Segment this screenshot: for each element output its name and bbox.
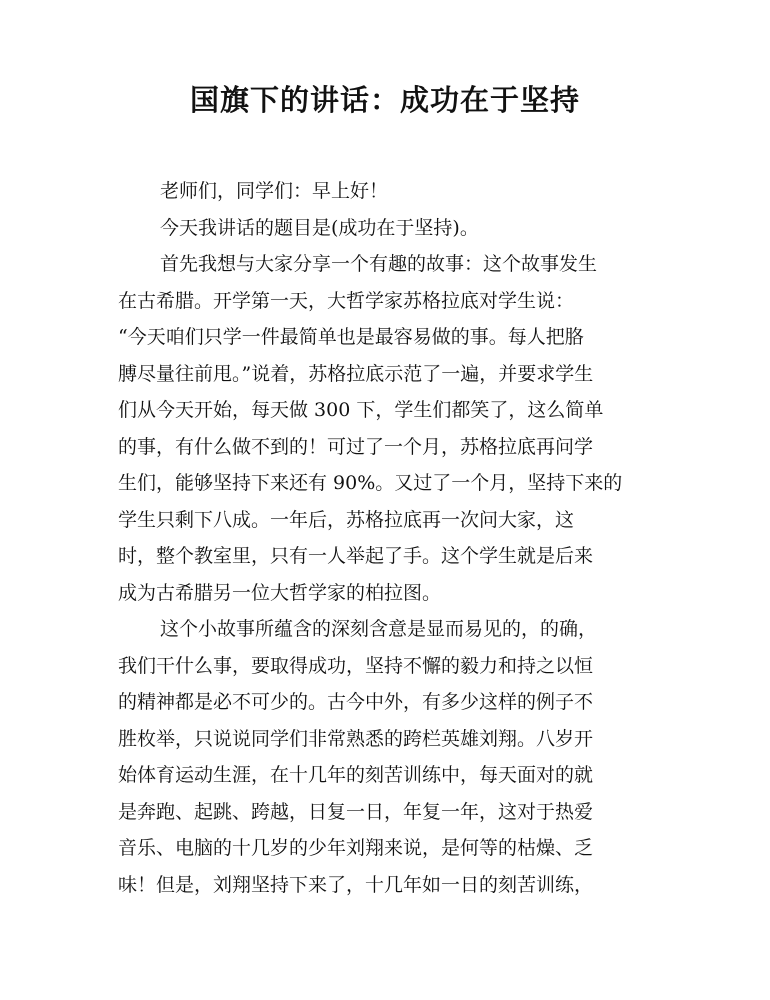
text-line: 音乐、电脑的十几岁的少年刘翔来说，是何等的枯燥、乏 bbox=[118, 837, 594, 859]
text-line: 老师们，同学们：早上好！ bbox=[160, 180, 389, 202]
text-line: “今天咱们只学一件最简单也是最容易做的事。每人把胳 bbox=[118, 326, 584, 348]
text-line: 在古希腊。开学第一天，大哲学家苏格拉底对学生说： bbox=[118, 289, 575, 312]
text-line: 这个小故事所蕴含的深刻含意是显而易见的，的确， bbox=[160, 618, 598, 640]
text-line: 味！但是，刘翔坚持下来了，十几年如一日的刻苦训练， bbox=[118, 873, 594, 896]
text-line: 首先我想与大家分享一个有趣的故事：这个故事发生 bbox=[160, 253, 598, 275]
document-body bbox=[118, 173, 658, 903]
text-line: 是奔跑、起跳、跨越，日复一日，年复一年，这对于热爱 bbox=[118, 800, 594, 823]
text-line: 膊尽量往前甩。”说着，苏格拉底示范了一遍，并要求学生 bbox=[118, 362, 594, 385]
text-line: 今天我讲话的题目是(成功在于坚持)。 bbox=[160, 216, 479, 239]
text-line: 生们，能够坚持下来还有 90%。又过了一个月，坚持下来的 bbox=[118, 472, 623, 494]
text-line: 的精神都是必不可少的。古今中外，有多少这样的例子不 bbox=[118, 691, 594, 713]
text-line: 始体育运动生涯，在十几年的刻苦训练中，每天面对的就 bbox=[118, 764, 594, 786]
text-line: 们从今天开始，每天做 300 下，学生们都笑了，这么简单 bbox=[118, 399, 604, 421]
text-line: 胜枚举，只说说同学们非常熟悉的跨栏英雄刘翔。八岁开 bbox=[118, 727, 594, 750]
text-line: 我们干什么事，要取得成功，坚持不懈的毅力和持之以恒 bbox=[118, 654, 594, 677]
text-line: 学生只剩下八成。一年后，苏格拉底再一次问大家，这 bbox=[118, 508, 575, 531]
text-line: 的事，有什么做不到的！可过了一个月，苏格拉底再问学 bbox=[118, 435, 594, 458]
text-line: 成为古希腊另一位大哲学家的柏拉图。 bbox=[118, 581, 442, 604]
text-line: 时，整个教室里，只有一人举起了手。这个学生就是后来 bbox=[118, 545, 594, 567]
page-title: 国旗下的讲话：成功在于坚持 bbox=[189, 83, 580, 117]
